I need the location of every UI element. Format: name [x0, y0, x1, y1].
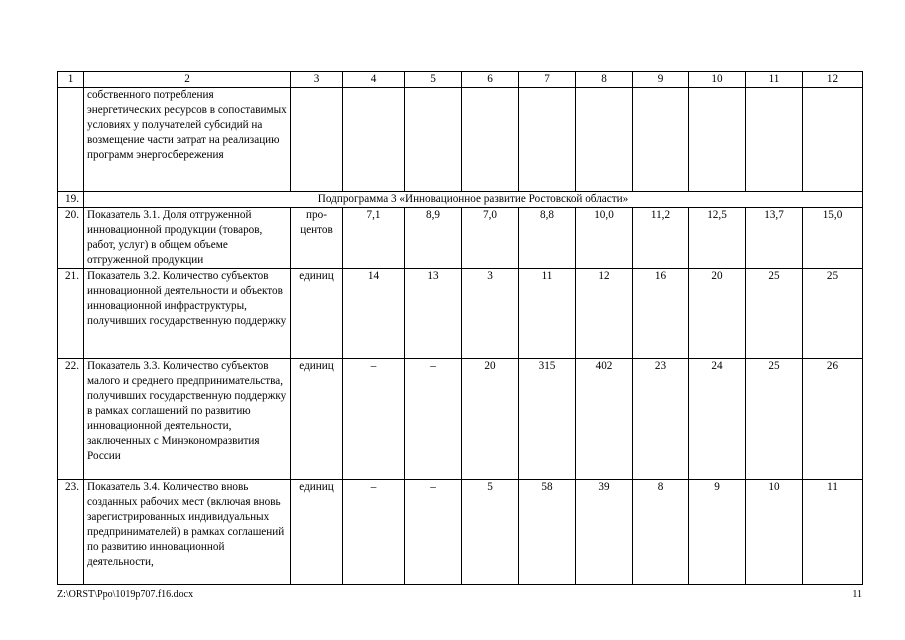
- value-cell: –: [343, 480, 405, 585]
- value-cell: [405, 88, 462, 192]
- continuation-row: [58, 88, 863, 192]
- value-cell: 402: [576, 359, 633, 480]
- indicator-row: [58, 480, 863, 585]
- header-cell: 1: [58, 72, 84, 88]
- value-cell: [803, 88, 863, 192]
- value-cell: [576, 88, 633, 192]
- value-cell: 12: [576, 269, 633, 359]
- indicator-name-cell: Показатель 3.1. Доля отгруженной инновационной продукции (товаров, работ, услуг) в общем объеме отгруженной продукции: [84, 208, 291, 269]
- header-cell: 7: [519, 72, 576, 88]
- header-cell: 10: [689, 72, 746, 88]
- header-cell: 9: [633, 72, 689, 88]
- header-cell: 6: [462, 72, 519, 88]
- value-cell: 25: [803, 269, 863, 359]
- value-cell: 8,8: [519, 208, 576, 269]
- value-cell: 11: [803, 480, 863, 585]
- subprogram-row: [58, 192, 863, 208]
- header-cell: 4: [343, 72, 405, 88]
- value-cell: 13,7: [746, 208, 803, 269]
- value-cell: 58: [519, 480, 576, 585]
- value-cell: 8,9: [405, 208, 462, 269]
- value-cell: 23: [633, 359, 689, 480]
- value-cell: 15,0: [803, 208, 863, 269]
- value-cell: [343, 88, 405, 192]
- indicator-row: [58, 269, 863, 359]
- value-cell: [689, 88, 746, 192]
- unit-cell: [291, 88, 343, 192]
- value-cell: 14: [343, 269, 405, 359]
- value-cell: 13: [405, 269, 462, 359]
- header-cell: 11: [746, 72, 803, 88]
- value-cell: 12,5: [689, 208, 746, 269]
- value-cell: 7,1: [343, 208, 405, 269]
- value-cell: 7,0: [462, 208, 519, 269]
- indicators-table: [57, 71, 863, 585]
- value-cell: 20: [462, 359, 519, 480]
- page-number: 11: [852, 589, 862, 600]
- value-cell: 16: [633, 269, 689, 359]
- row-number-cell: 22.: [58, 359, 84, 480]
- value-cell: [633, 88, 689, 192]
- value-cell: –: [343, 359, 405, 480]
- value-cell: 3: [462, 269, 519, 359]
- value-cell: 10: [746, 480, 803, 585]
- header-cell: 8: [576, 72, 633, 88]
- indicator-row: [58, 359, 863, 480]
- header-cell: 12: [803, 72, 863, 88]
- value-cell: 11: [519, 269, 576, 359]
- header-cell: 2: [84, 72, 291, 88]
- header-cell: 5: [405, 72, 462, 88]
- unit-cell: единиц: [291, 359, 343, 480]
- value-cell: [746, 88, 803, 192]
- indicator-name-cell: Показатель 3.3. Количество субъектов малого и среднего предпринимательства, получивших государственную поддержку в рамках соглашений по развитию инновационной деятельности, заключенных с Минэкономразвития России: [84, 359, 291, 480]
- indicator-name-cell: собственного потребления энергетических ресурсов в сопоставимых условиях у получателей субсидий на возмещение части затрат на реализацию программ энергосбережения: [84, 88, 291, 192]
- value-cell: –: [405, 480, 462, 585]
- unit-cell: про-центов: [291, 208, 343, 269]
- unit-cell: единиц: [291, 480, 343, 585]
- column-number-row: [58, 72, 863, 88]
- value-cell: 5: [462, 480, 519, 585]
- value-cell: 315: [519, 359, 576, 480]
- value-cell: 24: [689, 359, 746, 480]
- value-cell: 8: [633, 480, 689, 585]
- value-cell: [519, 88, 576, 192]
- value-cell: 10,0: [576, 208, 633, 269]
- indicator-row: [58, 208, 863, 269]
- row-number-cell: [58, 88, 84, 192]
- subprogram-title: Подпрограмма 3 «Инновационное развитие Ростовской области»: [84, 192, 863, 208]
- file-path: Z:\ORST\Ppo\1019p707.f16.docx: [57, 589, 194, 600]
- value-cell: 26: [803, 359, 863, 480]
- value-cell: 11,2: [633, 208, 689, 269]
- value-cell: 9: [689, 480, 746, 585]
- value-cell: 39: [576, 480, 633, 585]
- unit-cell: единиц: [291, 269, 343, 359]
- value-cell: 20: [689, 269, 746, 359]
- value-cell: 25: [746, 269, 803, 359]
- indicator-name-cell: Показатель 3.2. Количество субъектов инновационной деятельности и объектов инновационной инфраструктуры, получивших государственную поддержку: [84, 269, 291, 359]
- value-cell: 25: [746, 359, 803, 480]
- row-number-cell: 19.: [58, 192, 84, 208]
- value-cell: [462, 88, 519, 192]
- indicator-name-cell: Показатель 3.4. Количество вновь созданных рабочих мест (включая вновь зарегистрированных индивидуальных предпринимателей) в рамках соглашений по развитию инновационной деятельности,: [84, 480, 291, 585]
- row-number-cell: 20.: [58, 208, 84, 269]
- header-cell: 3: [291, 72, 343, 88]
- row-number-cell: 23.: [58, 480, 84, 585]
- row-number-cell: 21.: [58, 269, 84, 359]
- value-cell: –: [405, 359, 462, 480]
